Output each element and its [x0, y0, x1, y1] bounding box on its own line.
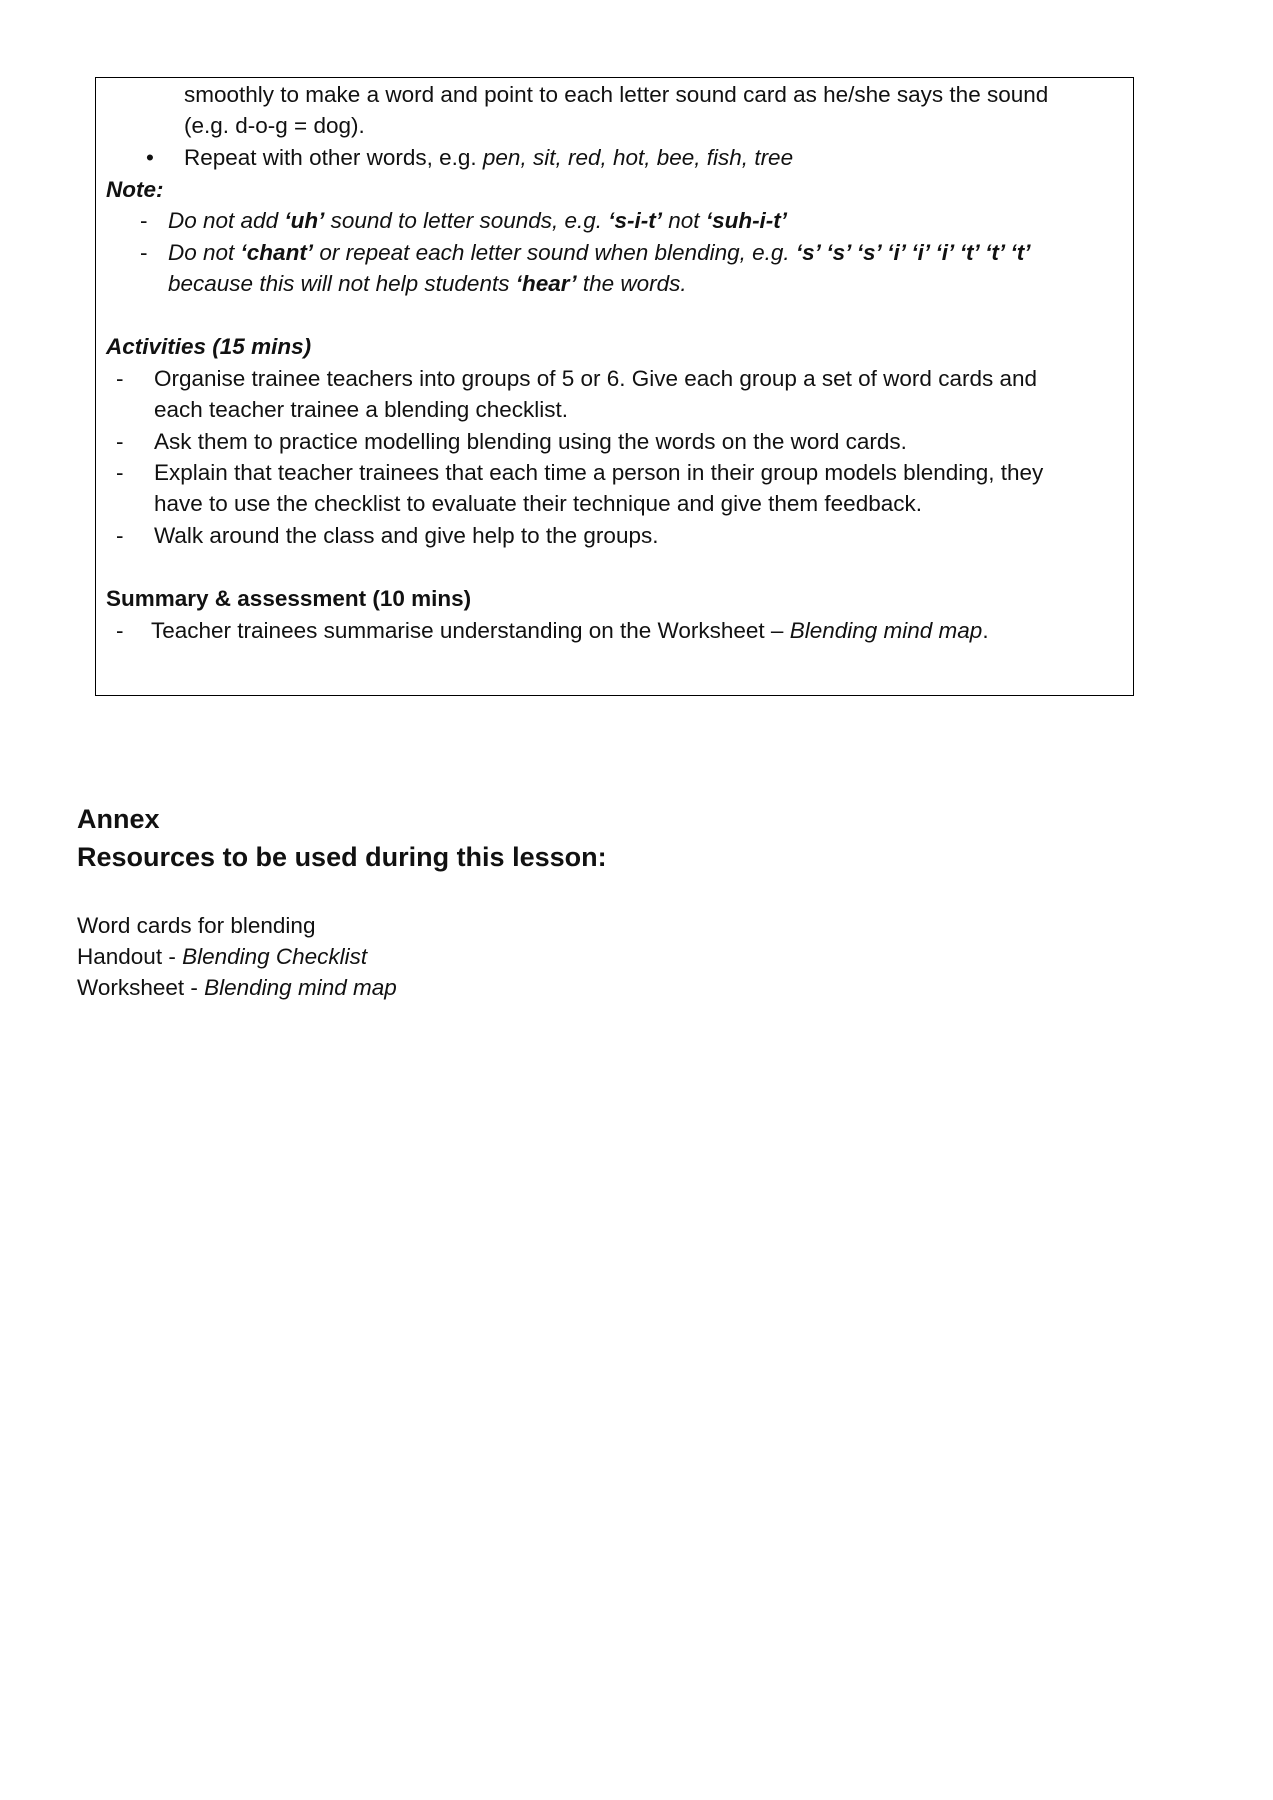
annex-subtitle: Resources to be used during this lesson:: [77, 842, 607, 872]
dash-marker: -: [140, 208, 148, 233]
note-text: Do not: [168, 240, 241, 265]
activity-item-2: Ask them to practice modelling blending using the words on the word cards.: [154, 429, 907, 454]
dash-marker: -: [116, 618, 124, 643]
note-heading: Note:: [106, 177, 164, 202]
note-item-2-cont: [168, 268, 687, 299]
note-emphasis: ‘uh’: [284, 208, 325, 233]
continuation-line: (e.g. d-o-g = dog).: [184, 113, 365, 138]
note-text: not: [662, 208, 706, 233]
dash-marker: -: [140, 240, 148, 265]
resource-label: Worksheet -: [77, 975, 205, 1000]
summary-text: .: [982, 618, 989, 643]
activity-item-1-cont: each teacher trainee a blending checklist.: [154, 397, 569, 422]
activities-heading: Activities (15 mins): [106, 334, 312, 359]
summary-text: Teacher trainees summarise understanding on the Worksheet –: [151, 618, 790, 643]
bullet-icon: •: [146, 145, 154, 170]
note-text: Do not add: [168, 208, 285, 233]
summary-heading: Summary & assessment (10 mins): [106, 586, 472, 611]
repeat-words: pen, sit, red, hot, bee, fish, tree: [482, 145, 794, 170]
note-item-2: [168, 237, 1031, 268]
activity-item-3: Explain that teacher trainees that each time a person in their group models blending, they: [154, 460, 1044, 485]
note-item-1: [168, 205, 787, 236]
note-text: the words.: [576, 271, 687, 296]
activity-item-4: Walk around the class and give help to the groups.: [154, 523, 659, 548]
note-emphasis: ‘chant’: [240, 240, 314, 265]
resource-label: Handout -: [77, 944, 183, 969]
resource-item: [77, 972, 397, 1003]
note-text: or repeat each letter sound when blending, e.g.: [313, 240, 796, 265]
note-emphasis: ‘suh-i-t’: [705, 208, 788, 233]
repeat-line: [184, 142, 793, 173]
note-text: because this will not help students: [168, 271, 516, 296]
resource-item: Word cards for blending: [77, 913, 316, 938]
summary-worksheet-name: Blending mind map: [789, 618, 983, 643]
summary-item: [151, 615, 989, 646]
resource-title: Blending Checklist: [182, 944, 368, 969]
dash-marker: -: [116, 523, 124, 548]
continuation-line: smoothly to make a word and point to each letter sound card as he/she says the sound: [184, 82, 1049, 107]
dash-marker: -: [116, 366, 124, 391]
note-text: sound to letter sounds, e.g.: [324, 208, 609, 233]
resource-item: [77, 941, 367, 972]
note-emphasis: ‘s’ ‘s’ ‘s’ ‘i’ ‘i’ ‘i’ ‘t’ ‘t’ ‘t’: [795, 240, 1031, 265]
note-emphasis: ‘s-i-t’: [608, 208, 663, 233]
annex-title: Annex: [77, 804, 160, 834]
activity-item-3-cont: have to use the checklist to evaluate their technique and give them feedback.: [154, 491, 922, 516]
activity-item-1: Organise trainee teachers into groups of 5 or 6. Give each group a set of word cards and: [154, 366, 1038, 391]
resource-title: Blending mind map: [204, 975, 397, 1000]
repeat-prefix: Repeat with other words, e.g.: [184, 145, 483, 170]
note-emphasis: ‘hear’: [515, 271, 577, 296]
dash-marker: -: [116, 429, 124, 454]
dash-marker: -: [116, 460, 124, 485]
